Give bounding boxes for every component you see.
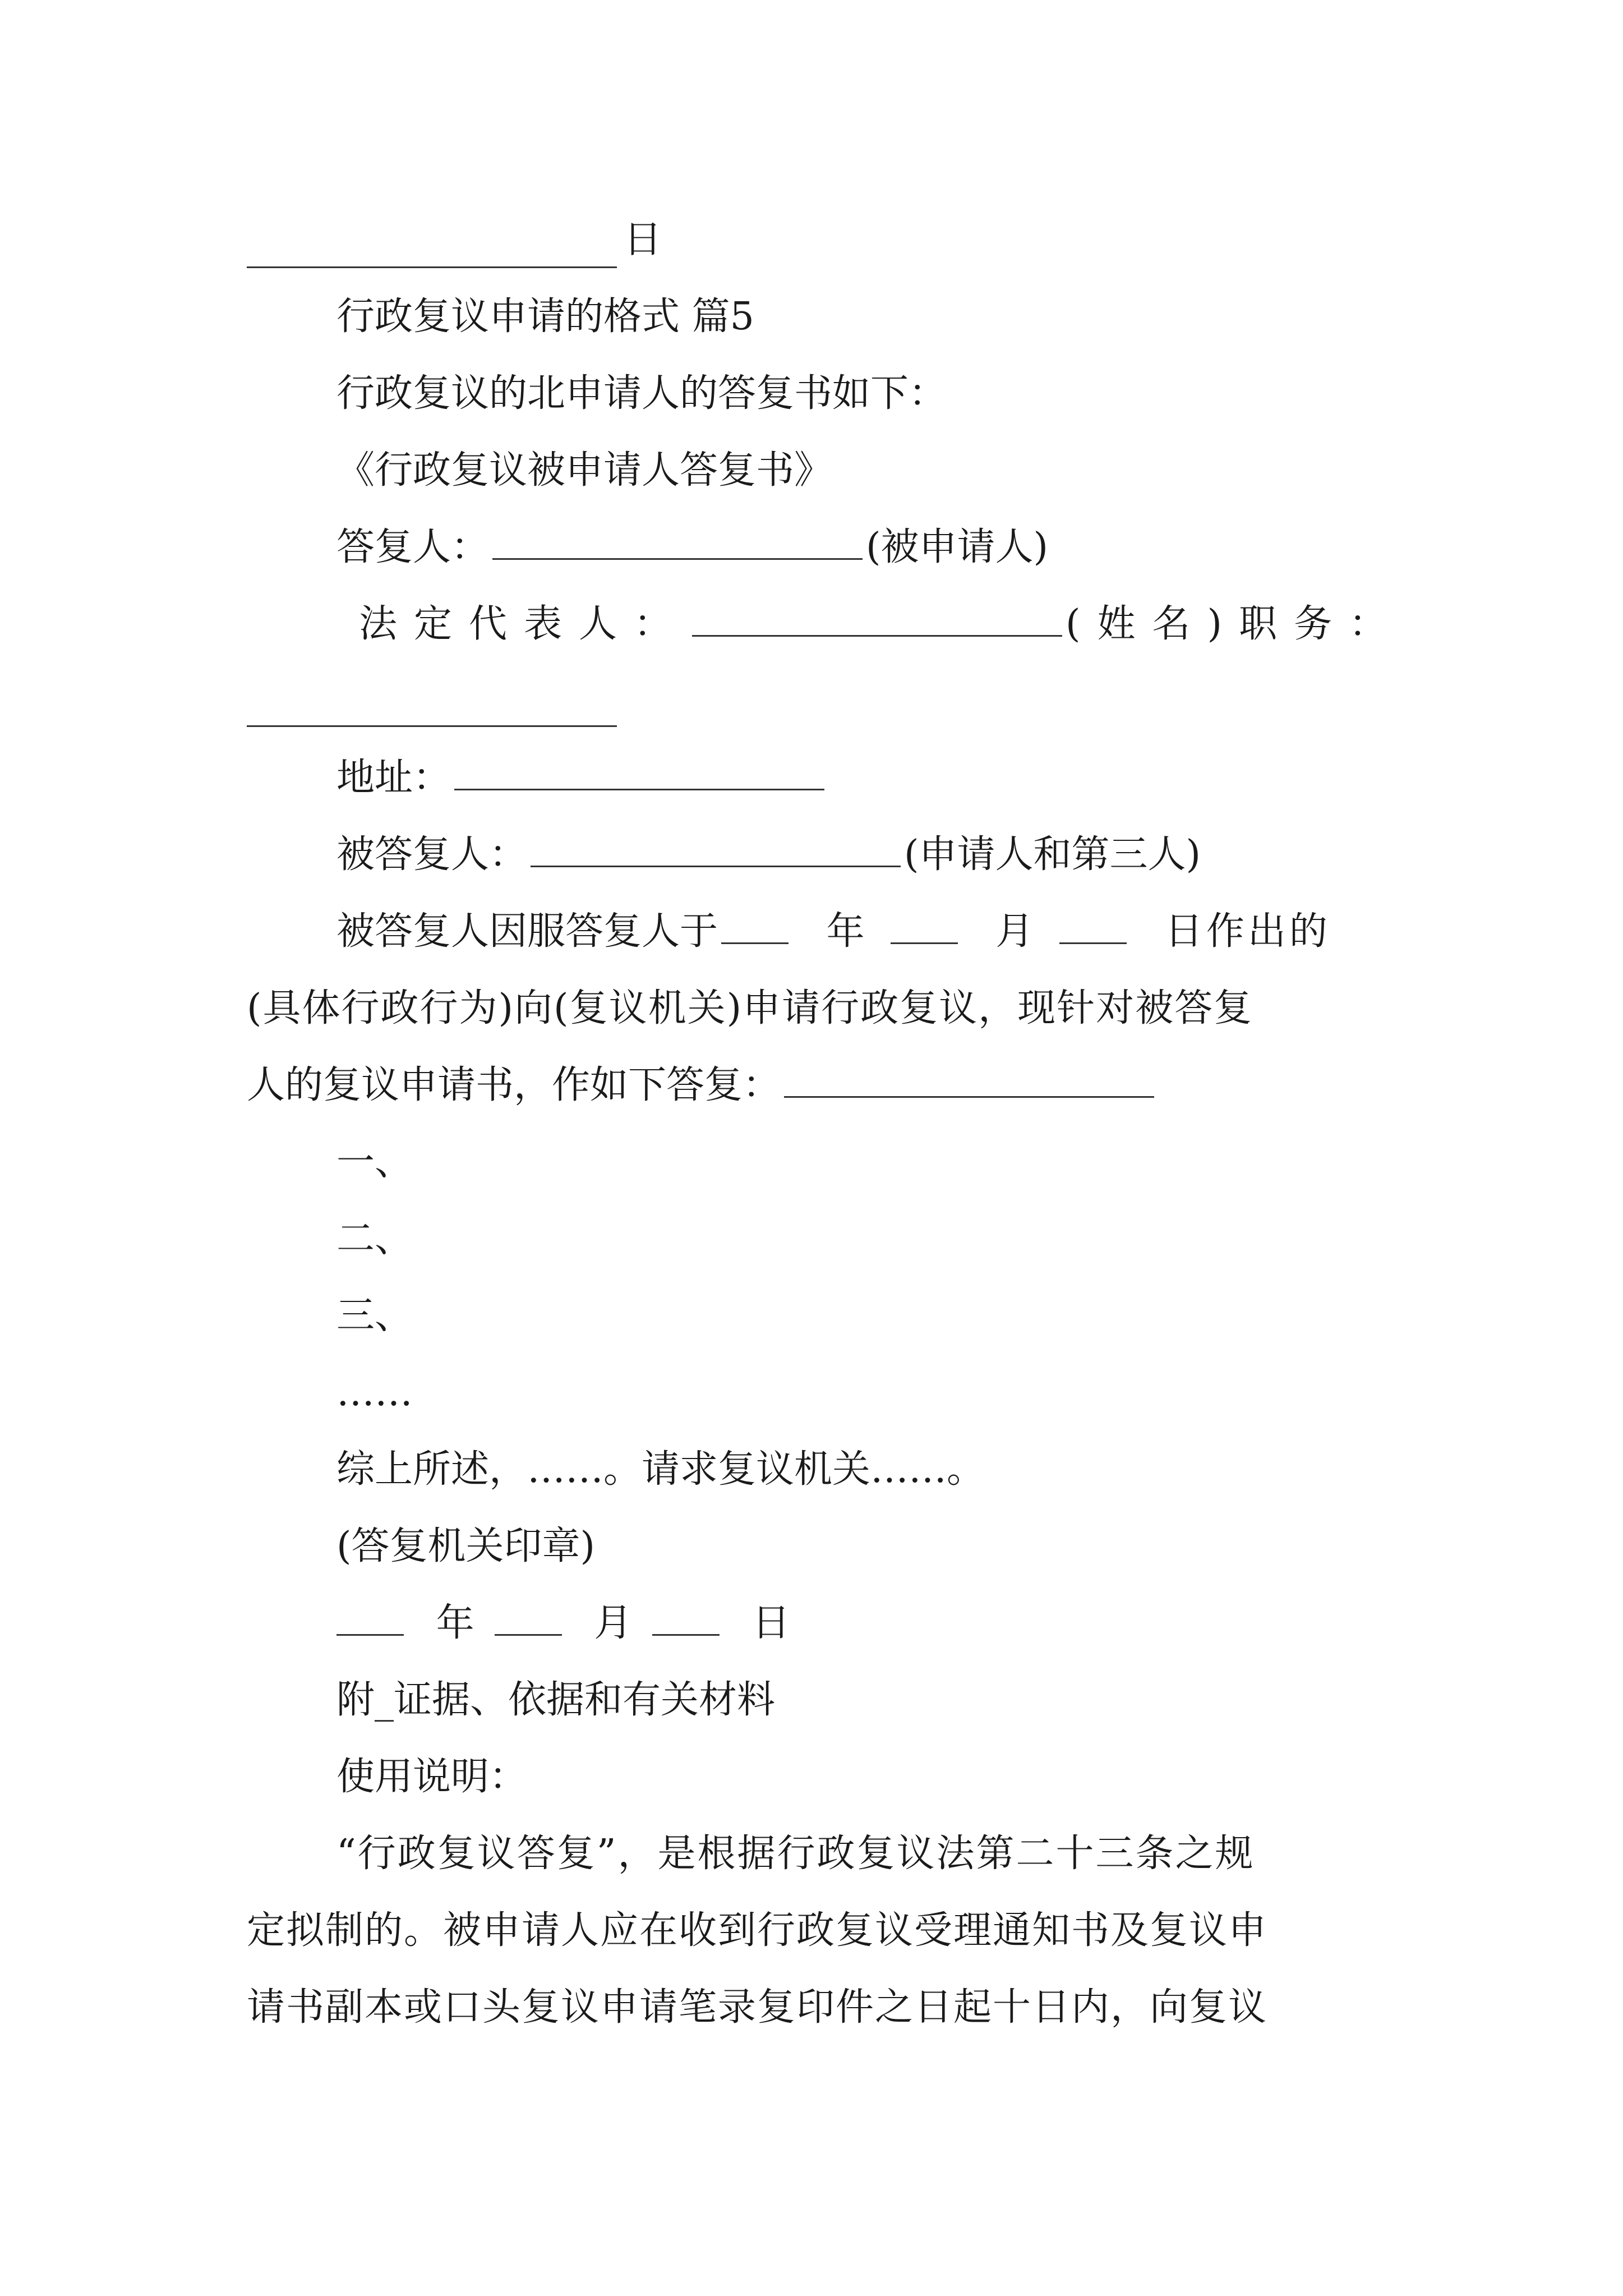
month-blank [891, 907, 958, 944]
title-blank [247, 724, 617, 727]
date-month-blank [495, 1598, 562, 1636]
respondent-suffix: (被申请人) [866, 525, 1049, 569]
document-title: 《行政复议被申请人答复书》 [336, 448, 833, 493]
date-year-blank [336, 1598, 404, 1636]
legal-rep-blank [692, 599, 1062, 637]
body-text: 人的复议申请书，作如下答复： [247, 1063, 781, 1107]
year-label: 年 [826, 909, 865, 954]
respondent-line [336, 522, 1048, 573]
replied-party-label: 被答复人： [336, 832, 528, 877]
list-item-3: 三、 [336, 1294, 413, 1338]
body-line-1 [336, 907, 1331, 957]
body-line-3 [247, 1060, 1158, 1111]
list-ellipsis: …… [336, 1370, 413, 1415]
legal-rep-label: 法定代表人： [359, 602, 689, 646]
year-blank [721, 907, 789, 944]
date-day-label: 日 [751, 1601, 790, 1645]
list-item-2: 二、 [336, 1217, 413, 1261]
date-month-label: 月 [594, 1601, 633, 1645]
respondent-blank [492, 522, 863, 560]
usage-line-3: 请书副本或口头复议申请笔录复印件之日起十日内，向复议 [247, 1985, 1268, 2030]
respondent-label: 答复人： [336, 525, 490, 569]
section-heading: 行政复议申请的格式 篇5 [336, 295, 754, 339]
replied-party-line [336, 830, 1201, 880]
blank-line [247, 265, 617, 268]
seal-text: (答复机关印章) [336, 1524, 596, 1568]
day-blank [1059, 907, 1127, 944]
reply-blank [784, 1060, 1154, 1098]
body-text: 被答复人因服答复人于 [336, 909, 718, 954]
list-item-1: 一、 [336, 1140, 413, 1184]
date-line [336, 1598, 807, 1649]
address-label: 地址： [336, 756, 451, 800]
legal-rep-line [359, 599, 1404, 650]
intro-text: 行政复议的北申请人的答复书如下： [336, 371, 947, 416]
replied-party-suffix: (申请人和第三人) [904, 832, 1201, 877]
date-day-blank [652, 1598, 720, 1636]
day-label: 日 [624, 218, 662, 262]
attachment-text: 附_证据、依据和有关材料 [336, 1678, 776, 1722]
date-year-label: 年 [436, 1601, 474, 1645]
replied-party-blank [531, 830, 901, 867]
usage-line-2: 定拟制的。被申请人应在收到行政复议受理通知书及复议申 [247, 1908, 1268, 1953]
legal-rep-name-title: (姓名)职务： [1066, 602, 1404, 646]
body-line-2: (具体行政行为)向(复议机关)申请行政复议，现针对被答复 [247, 986, 1253, 1030]
address-line [336, 753, 828, 803]
conclusion-text: 综上所述，……。请求复议机关……。 [336, 1447, 985, 1492]
body-text-end: 日作出的 [1164, 909, 1331, 954]
usage-line-1: “行政复议答复”，是根据行政复议法第二十三条之规 [336, 1832, 1255, 1876]
address-blank [454, 753, 824, 790]
usage-heading: 使用说明： [336, 1755, 528, 1799]
month-label: 月 [995, 909, 1034, 954]
